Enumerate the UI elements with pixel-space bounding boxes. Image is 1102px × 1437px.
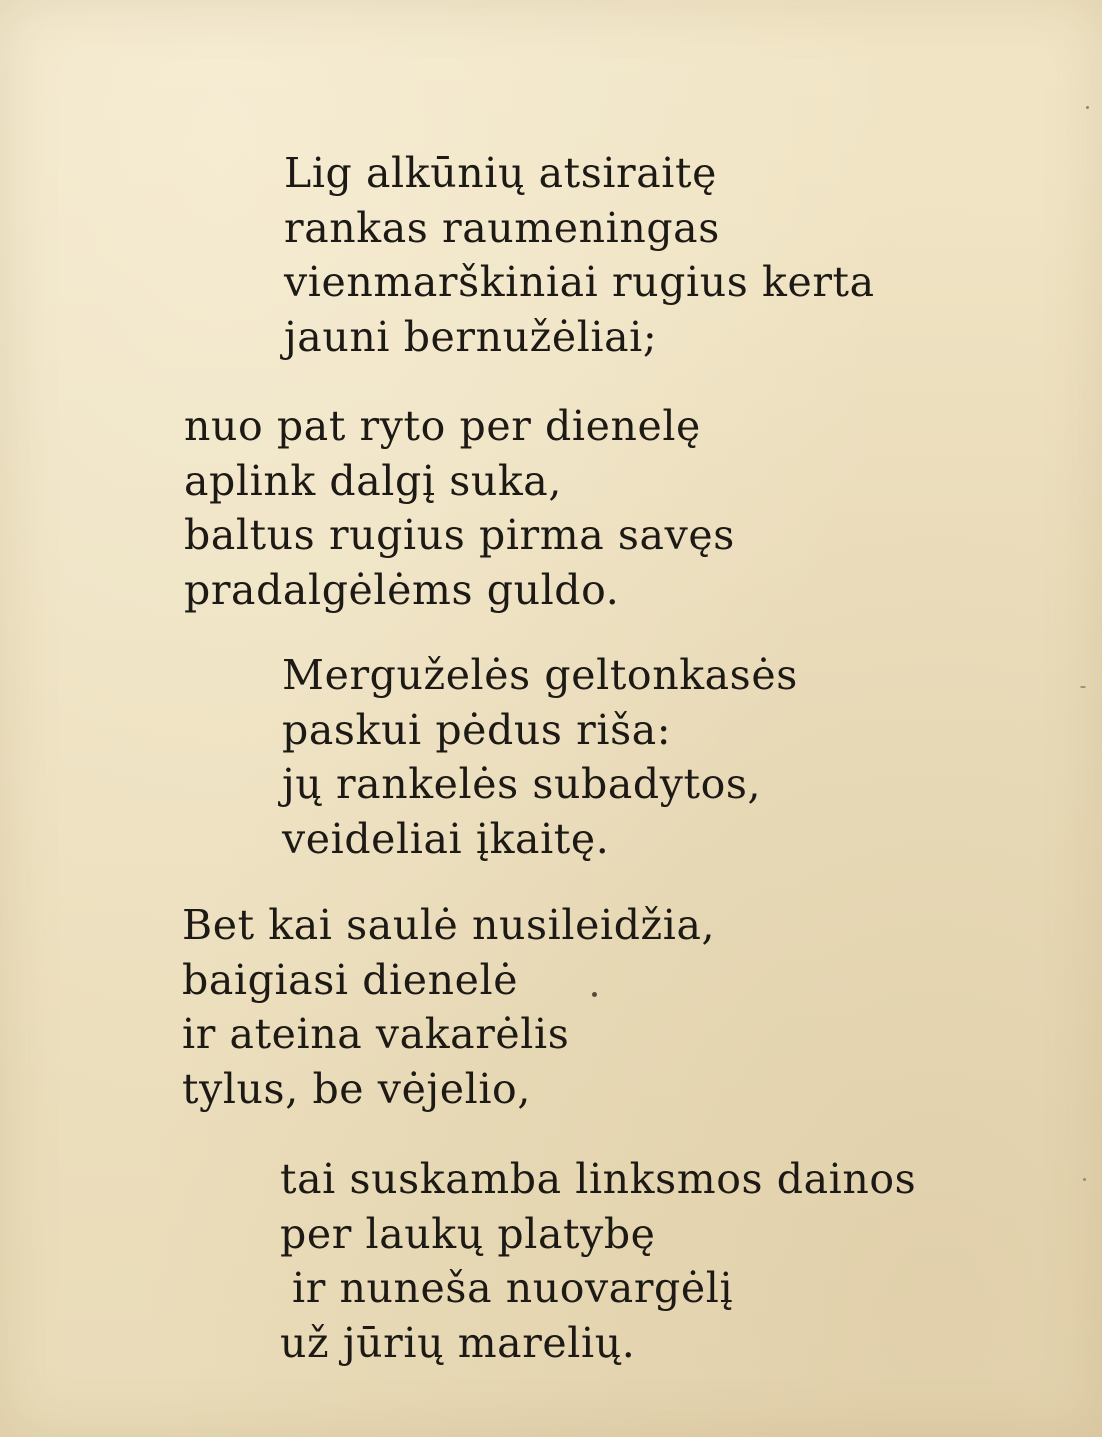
poem-line: baltus rugius pirma savęs [184,511,735,559]
poem-line: tai suskamba linksmos dainos [280,1155,917,1203]
stanza-5 [280,1152,916,1370]
poem-line: baigiasi dienelė [182,955,519,1004]
ink-speck [1083,1178,1086,1181]
poem-line: Bet kai saulė nusileidžia, [182,901,716,949]
poem-line: Merguželės geltonkasės [282,651,798,699]
poem-line: ir nuneša nuovargėlį [292,1264,734,1312]
poem-line: paskui pėdus riša: [282,705,672,754]
stanza-3 [282,648,798,866]
poem-line: vienmarškiniai rugius kerta [284,258,875,306]
poem-line: per laukų platybę [280,1209,656,1258]
poem-line: už jūrių marelių. [280,1318,636,1367]
stanza-1 [284,146,875,364]
ink-speck [1086,106,1089,109]
poem-line: pradalgėlėms guldo. [184,565,620,614]
poem-line: nuo pat ryto per dienelę [184,402,701,450]
stanza-4 [182,898,715,1116]
poem-line: jų rankelės subadytos, [282,760,762,808]
ink-speck [592,992,597,997]
poem-line: veideliai įkaitę. [282,814,610,863]
poem-line: aplink dalgį suka, [184,456,562,505]
poem-line: Lig alkūnių atsiraitę [284,149,717,197]
poem-line: tylus, be vėjelio, [182,1064,531,1113]
poem-line: rankas raumeningas [284,203,720,252]
poem-line: jauni bernužėliai; [284,312,658,361]
ink-speck [1080,686,1086,688]
stanza-2 [184,399,735,617]
poem-line: ir ateina vakarėlis [182,1010,570,1058]
